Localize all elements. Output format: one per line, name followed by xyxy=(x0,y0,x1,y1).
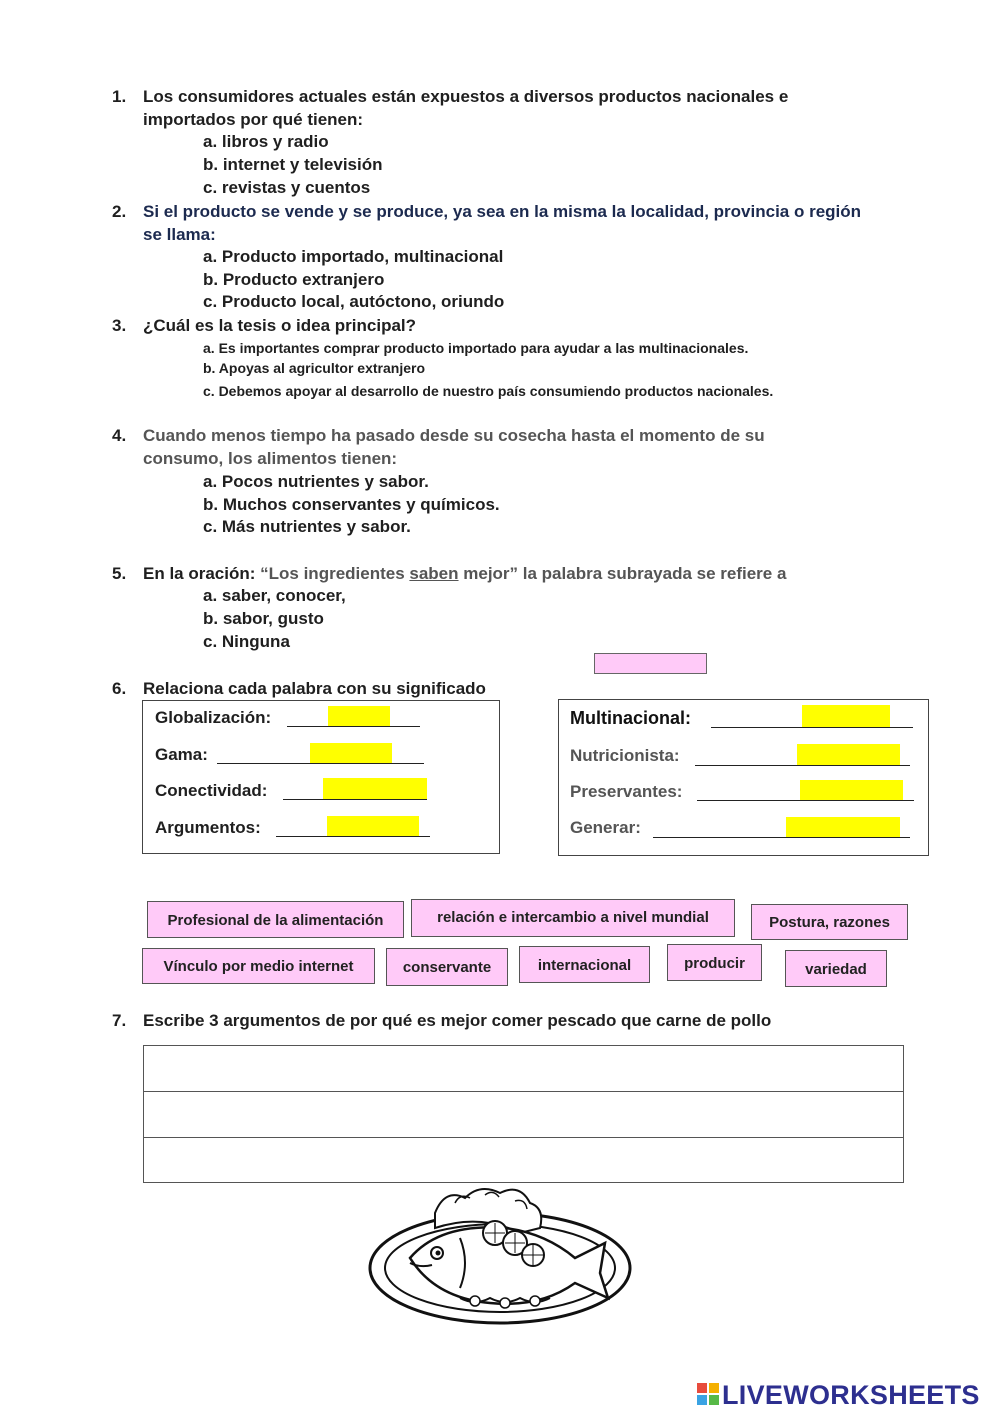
underlined-word: saben xyxy=(409,564,459,583)
chip-profesional-alimentacion[interactable]: Profesional de la alimentación xyxy=(147,901,404,938)
question-6 xyxy=(112,677,872,700)
fish-on-plate-icon xyxy=(365,1183,635,1328)
question-quote-a: “Los ingredientes xyxy=(260,564,410,583)
question-7 xyxy=(112,1009,872,1032)
match-row xyxy=(570,818,641,838)
option-4b[interactable]: b. Muchos conservantes y químicos. xyxy=(203,495,500,514)
match-word: Preservantes: xyxy=(570,782,683,801)
option-5a[interactable]: a. saber, conocer, xyxy=(203,586,346,605)
match-word: Nutricionista: xyxy=(570,746,680,765)
answer-field[interactable] xyxy=(802,705,890,727)
match-box-right xyxy=(558,699,929,856)
option-5c[interactable]: c. Ninguna xyxy=(203,632,290,651)
answer-field[interactable] xyxy=(310,743,392,763)
match-word: Generar: xyxy=(570,818,641,837)
answer-field[interactable] xyxy=(786,817,900,837)
answer-line xyxy=(276,836,430,837)
question-number: 1. xyxy=(112,87,127,106)
option-4c[interactable]: c. Más nutrientes y sabor. xyxy=(203,517,411,536)
question-text: Cuando menos tiempo ha pasado desde su cosecha hasta el momento de su consumo, los alimentos tienen: xyxy=(143,426,765,468)
answer-line xyxy=(217,763,424,764)
liveworksheets-logo-icon xyxy=(697,1383,719,1407)
question-number: 6. xyxy=(112,679,127,698)
chip-producir[interactable]: producir xyxy=(667,944,762,981)
question-number: 7. xyxy=(112,1011,127,1030)
option-1b[interactable]: b. internet y televisión xyxy=(203,155,383,174)
chip-conservante[interactable]: conservante xyxy=(386,948,508,986)
question-number: 2. xyxy=(112,202,127,221)
question-text: Escribe 3 argumentos de por qué es mejor comer pescado que carne de pollo xyxy=(143,1011,772,1030)
answer-line xyxy=(697,800,914,801)
match-row xyxy=(155,745,208,765)
question-text: Los consumidores actuales están expuestos a diversos productos nacionales e importados por qué tienen: xyxy=(143,87,789,129)
option-3c[interactable]: c. Debemos apoyar al desarrollo de nuestro país consumiendo productos nacionales. xyxy=(203,383,774,399)
option-4a[interactable]: a. Pocos nutrientes y sabor. xyxy=(203,472,429,491)
match-word: Argumentos: xyxy=(155,818,261,837)
option-5b[interactable]: b. sabor, gusto xyxy=(203,609,324,628)
question-quote-b: mejor” la palabra subrayada se refiere a xyxy=(458,564,787,583)
answer-field[interactable] xyxy=(797,744,900,765)
drop-slot[interactable] xyxy=(594,653,707,674)
chip-variedad[interactable]: variedad xyxy=(785,950,887,987)
question-number: 5. xyxy=(112,564,127,583)
answer-line xyxy=(653,837,910,838)
question-4 xyxy=(112,424,872,470)
question-text-start: En la oración: xyxy=(143,564,261,583)
match-row xyxy=(570,708,691,729)
answer-textbox-2[interactable] xyxy=(143,1091,904,1138)
question-number: 4. xyxy=(112,426,127,445)
liveworksheets-logo: LIVEWORKSHEETS xyxy=(722,1380,980,1410)
option-2b[interactable]: b. Producto extranjero xyxy=(203,270,385,289)
question-3 xyxy=(112,314,872,337)
answer-line xyxy=(283,799,427,800)
question-number: 3. xyxy=(112,316,127,335)
match-row xyxy=(570,782,682,802)
answer-field[interactable] xyxy=(327,816,419,836)
match-word: Gama: xyxy=(155,745,208,764)
option-2a[interactable]: a. Producto importado, multinacional xyxy=(203,247,504,266)
answer-field[interactable] xyxy=(800,780,903,800)
question-text xyxy=(143,562,786,585)
question-text: ¿Cuál es la tesis o idea principal? xyxy=(143,316,417,335)
answer-field[interactable] xyxy=(323,778,427,799)
match-row xyxy=(570,746,680,766)
question-5 xyxy=(112,562,872,585)
answer-field[interactable] xyxy=(328,706,390,726)
option-2c[interactable]: c. Producto local, autóctono, oriundo xyxy=(203,292,505,311)
match-word: Conectividad: xyxy=(155,781,268,800)
option-1a[interactable]: a. libros y radio xyxy=(203,132,329,151)
chip-vinculo-internet[interactable]: Vínculo por medio internet xyxy=(142,948,375,984)
question-2 xyxy=(112,200,872,246)
match-row xyxy=(155,708,271,728)
match-word: Globalización: xyxy=(155,708,272,727)
chip-postura-razones[interactable]: Postura, razones xyxy=(751,904,908,940)
match-row xyxy=(155,818,261,838)
question-1 xyxy=(112,85,872,131)
answer-line xyxy=(287,726,420,727)
option-3a[interactable]: a. Es importantes comprar producto importado para ayudar a las multinacionales. xyxy=(203,340,749,356)
question-text: Relaciona cada palabra con su significado xyxy=(143,679,486,698)
chip-relacion-intercambio[interactable]: relación e intercambio a nivel mundial xyxy=(411,899,735,937)
option-1c[interactable]: c. revistas y cuentos xyxy=(203,178,371,197)
match-word: Multinacional: xyxy=(570,708,691,728)
chip-internacional[interactable]: internacional xyxy=(519,946,650,983)
match-box-left xyxy=(142,700,500,854)
answer-line xyxy=(711,727,913,728)
match-row xyxy=(155,781,267,801)
answer-textbox-3[interactable] xyxy=(143,1137,904,1183)
option-3b[interactable]: b. Apoyas al agricultor extranjero xyxy=(203,360,425,376)
answer-line xyxy=(695,765,910,766)
question-text: Si el producto se vende y se produce, ya sea en la misma la localidad, provincia o región se llama: xyxy=(143,202,862,244)
answer-textbox-1[interactable] xyxy=(143,1045,904,1092)
